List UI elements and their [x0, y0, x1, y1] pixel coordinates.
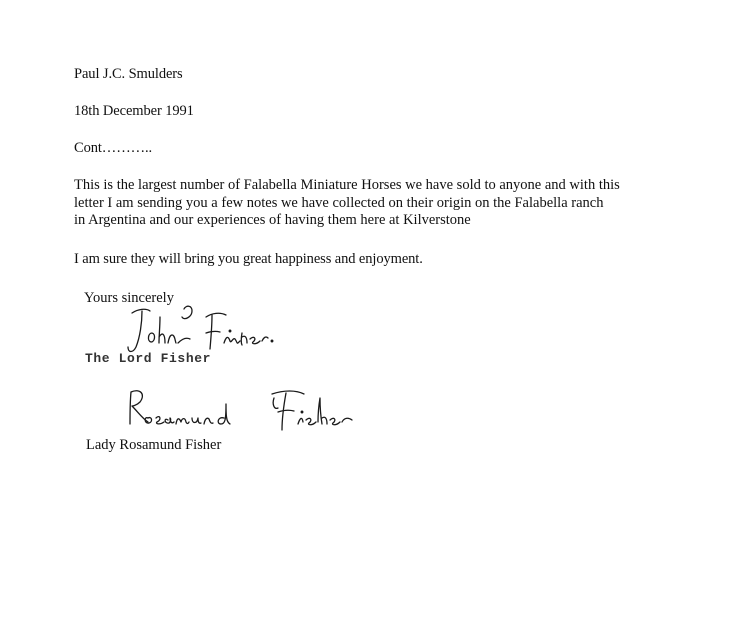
closing-salutation: Yours sincerely [84, 290, 174, 306]
typed-name-lady-fisher: Lady Rosamund Fisher [86, 437, 222, 453]
sender-name: Paul J.C. Smulders [74, 66, 183, 82]
paragraph-line: in Argentina and our experiences of having them here at Kilverstone [74, 212, 471, 228]
continuation-marker: Cont……….. [74, 140, 153, 156]
letter-paragraph-1 [74, 177, 684, 230]
typed-name-lord-fisher: The Lord Fisher [85, 351, 212, 366]
paragraph-line: letter I am sending you a few notes we have collected on their origin on the Falabella ranch [74, 194, 604, 211]
letter-date: 18th December 1991 [74, 103, 194, 119]
letter-paragraph-2: I am sure they will bring you great happiness and enjoyment. [74, 251, 423, 267]
paragraph-line: This is the largest number of Falabella Miniature Horses we have sold to anyone and with this [74, 177, 620, 193]
signature-lady-fisher [122, 384, 362, 438]
